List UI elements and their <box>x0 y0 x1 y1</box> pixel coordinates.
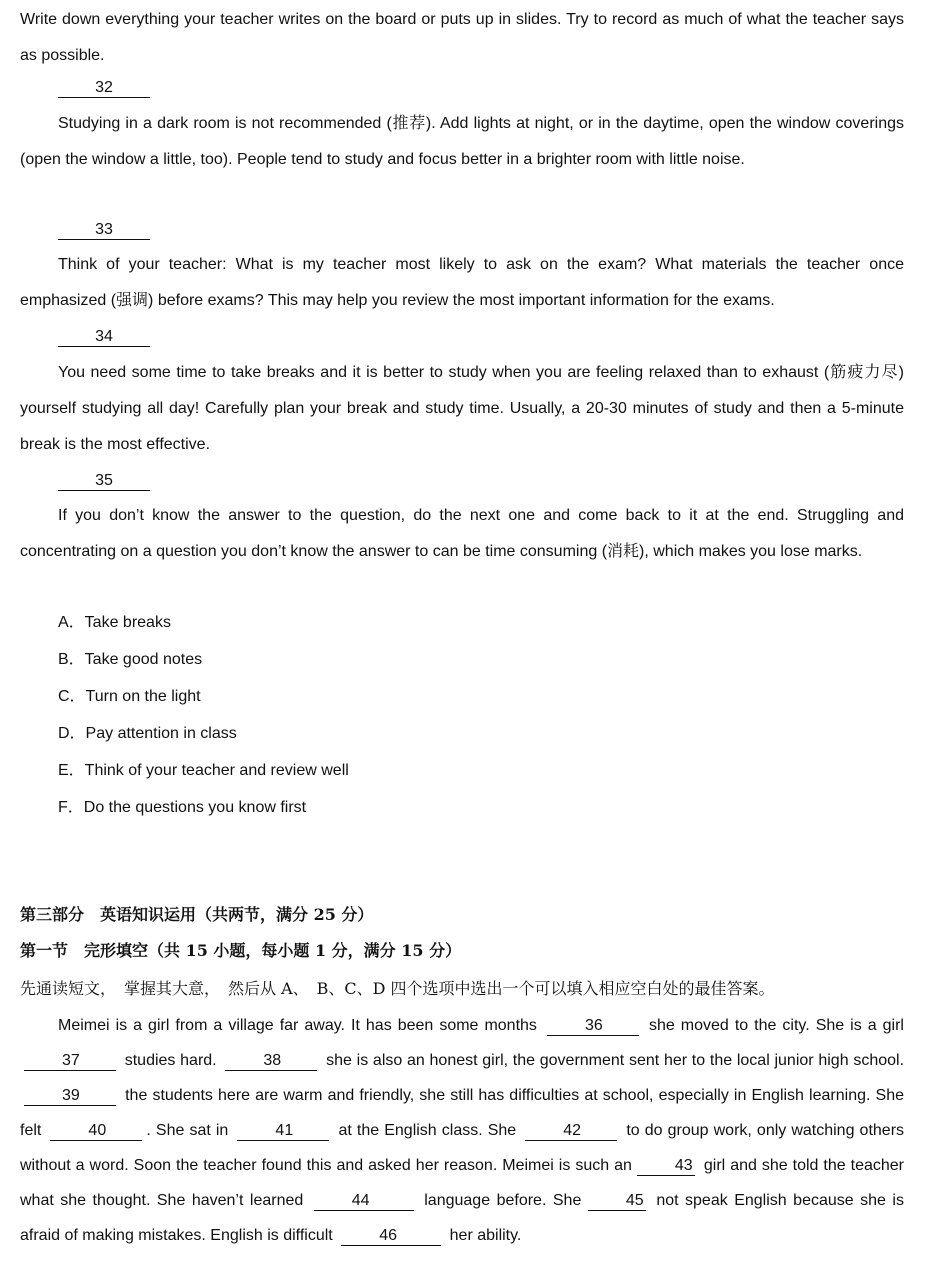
blank-35 <box>58 471 150 491</box>
paragraph-notes: Write down everything your teacher writes on the board or puts up in slides. Try to record as much of what the teacher says as possible. <box>20 11 904 64</box>
option-f: F．Do the questions you know first <box>58 799 307 816</box>
blank-number: 35 <box>58 472 150 491</box>
blank-number: 34 <box>58 328 150 347</box>
section-one-title: 第一节 完形填空（共 15 小题，每小题 1 分，满分 15 分） <box>20 941 462 960</box>
blank-37: 37 <box>24 1052 116 1071</box>
paragraph-teacher: Think of your teacher: What is my teacher most likely to ask on the exam? What materials the teacher once emphasized (强调) before exams? This may help you review the most important information for the exams. <box>20 256 904 309</box>
paragraph-breaks: You need some time to take breaks and it is better to study when you are feeling relaxed than to exhaust (筋疲力尽) yourself studying all day! Carefully plan your break and study time. Usually, a 20-30 minutes of study and then a 5-minute break is the most effective. <box>20 364 904 453</box>
blank-46: 46 <box>341 1227 441 1246</box>
blank-32 <box>58 78 150 98</box>
blank-45: 45 <box>588 1192 646 1211</box>
blank-38: 38 <box>225 1052 317 1071</box>
section-three-title: 第三部分 英语知识运用（共两节，满分 25 分） <box>20 905 374 924</box>
instruction: 先通读短文， 掌握其大意， 然后从 A、 B、C、D 四个选项中选出一个可以填入相应空白处的最佳答案。 <box>20 979 775 998</box>
option-c: C．Turn on the light <box>58 688 201 705</box>
paragraph-light: Studying in a dark room is not recommended (推荐). Add lights at night, or in the daytime, open the window coverings (open the window a little, too). People tend to study and focus better in a brighter room with little noise. <box>20 115 904 168</box>
blank-42: 42 <box>525 1122 617 1141</box>
blank-33 <box>58 220 150 240</box>
blank-43: 43 <box>637 1157 695 1176</box>
blank-41: 41 <box>237 1122 329 1141</box>
blank-40: 40 <box>50 1122 142 1141</box>
blank-36: 36 <box>547 1017 639 1036</box>
cloze-passage: Meimei is a girl from a village far away. It has been some months 36 she moved to the city. She is a girl 37 studies hard. 38 she is also an honest girl, the government sent her to the local junior high school. 39 the students here are warm and friendly, she still has difficulties at school, especially in English learning. She felt 40 . She sat in 41 at the English class. She 42 to do group work, only watching others without a word. Soon the teacher found this and asked her reason. Meimei is such an 43 girl and she told the teacher what she thought. She haven’t learned 44 language before. She 45 not speak English because she is afraid of making mistakes. English is difficult 46 her ability. <box>20 1017 905 1244</box>
paragraph-questions: If you don’t know the answer to the question, do the next one and come back to it at the end. Struggling and concentrating on a question you don’t know the answer to can be time consuming (消耗), which makes you lose marks. <box>20 507 904 560</box>
option-e: E．Think of your teacher and review well <box>58 762 349 779</box>
blank-number: 32 <box>58 79 150 98</box>
option-b: B．Take good notes <box>58 651 203 668</box>
blank-number: 33 <box>58 221 150 240</box>
blank-39: 39 <box>24 1087 116 1106</box>
option-d: D．Pay attention in class <box>58 725 237 742</box>
option-a: A．Take breaks <box>58 614 171 631</box>
blank-34 <box>58 327 150 347</box>
blank-44: 44 <box>314 1192 414 1211</box>
